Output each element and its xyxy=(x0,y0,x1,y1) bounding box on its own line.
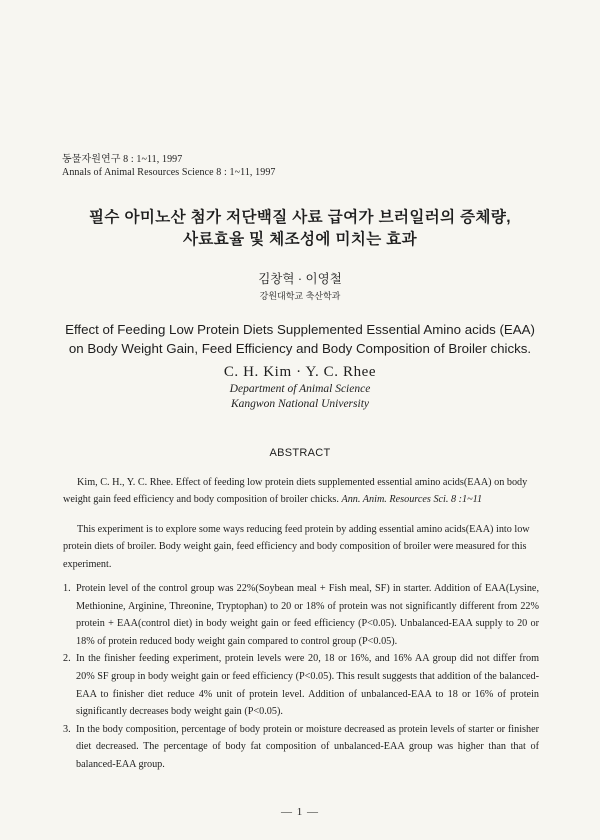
result-number: 3. xyxy=(63,723,71,735)
korean-title-line-2: 사료효율 및 체조성에 미치는 효과 xyxy=(182,231,418,248)
page-number: — 1 — xyxy=(281,806,319,818)
korean-title-line-1: 필수 아미노산 첨가 저단백질 사료 급여가 브러일러의 증체량, xyxy=(89,209,511,226)
university-name: Kangwon National University xyxy=(231,398,369,410)
abstract-intro-paragraph: This experiment is to explore some ways reducing feed protein by adding essential amino acids(EAA) into low protein diets of broiler. Body weight gain, feed efficiency and body composition of broiler were measured for this experiment. xyxy=(63,524,530,570)
result-text: Protein level of the control group was 22%(Soybean meal + Fish meal, SF) in starter. Addition of EAA(Lysine, Methionine, Arginine, Threonine, Tryptophan) to 20 or 18% of protein was not significantly different from 22% protein + EAA(control diet) in body weight gain or feed efficiency (P<0.05). Unbalanced-EAA supply to 20 or 18% of protein reduced body weight gain compared to control group (P<0.05). xyxy=(76,583,539,647)
results-list xyxy=(63,580,539,774)
journal-citation-korean: 동물자원연구 8 : 1~11, 1997 xyxy=(62,154,183,165)
authors-english: C. H. Kim · Y. C. Rhee xyxy=(223,364,377,380)
affiliation-korean: 강원대학교 축산학과 xyxy=(259,291,341,301)
result-text: In the body composition, percentage of body protein or moisture decreased as protein levels of starter or finisher diet decreased. The percentage of body fat composition of unbalanced-EAA group was higher than that of balanced-EAA group. xyxy=(76,723,539,770)
english-title-line-2: on Body Weight Gain, Feed Efficiency and Body Composition of Broiler chicks. xyxy=(68,341,532,356)
result-item xyxy=(63,650,539,720)
result-item xyxy=(63,721,539,774)
authors-korean: 김창혁 · 이영철 xyxy=(258,272,342,286)
journal-citation-english: Annals of Animal Resources Science 8 : 1~11, 1997 xyxy=(62,167,276,178)
abstract-citation xyxy=(63,474,538,509)
result-number: 1. xyxy=(63,583,71,594)
result-item xyxy=(63,580,539,650)
result-number: 2. xyxy=(63,653,71,665)
result-text: In the finisher feeding experiment, protein levels were 20, 18 or 16%, and 16% AA group did not differ from 20% SF group in body weight gain or feed efficiency (P<0.05). This result suggests that addition of the balanced-EAA to finisher diet reduce 4% unit of protein level. Addition of unbalanced-EAA to 18 or 16% of protein significantly decreases body weight gain (P<0.05). xyxy=(76,653,539,718)
english-title-line-1: Effect of Feeding Low Protein Diets Supplemented Essential Amino acids (EAA) xyxy=(65,322,535,337)
citation-text: Kim, C. H., Y. C. Rhee. Effect of feeding low protein diets supplemented essential amino acids(EAA) on body weight gain feed efficiency and body composition of broiler chicks. xyxy=(63,477,528,506)
department-name: Department of Animal Science xyxy=(229,383,371,395)
citation-journal: Ann. Anim. Resources Sci. 8 :1~11 xyxy=(341,494,483,506)
abstract-heading: ABSTRACT xyxy=(269,447,331,459)
